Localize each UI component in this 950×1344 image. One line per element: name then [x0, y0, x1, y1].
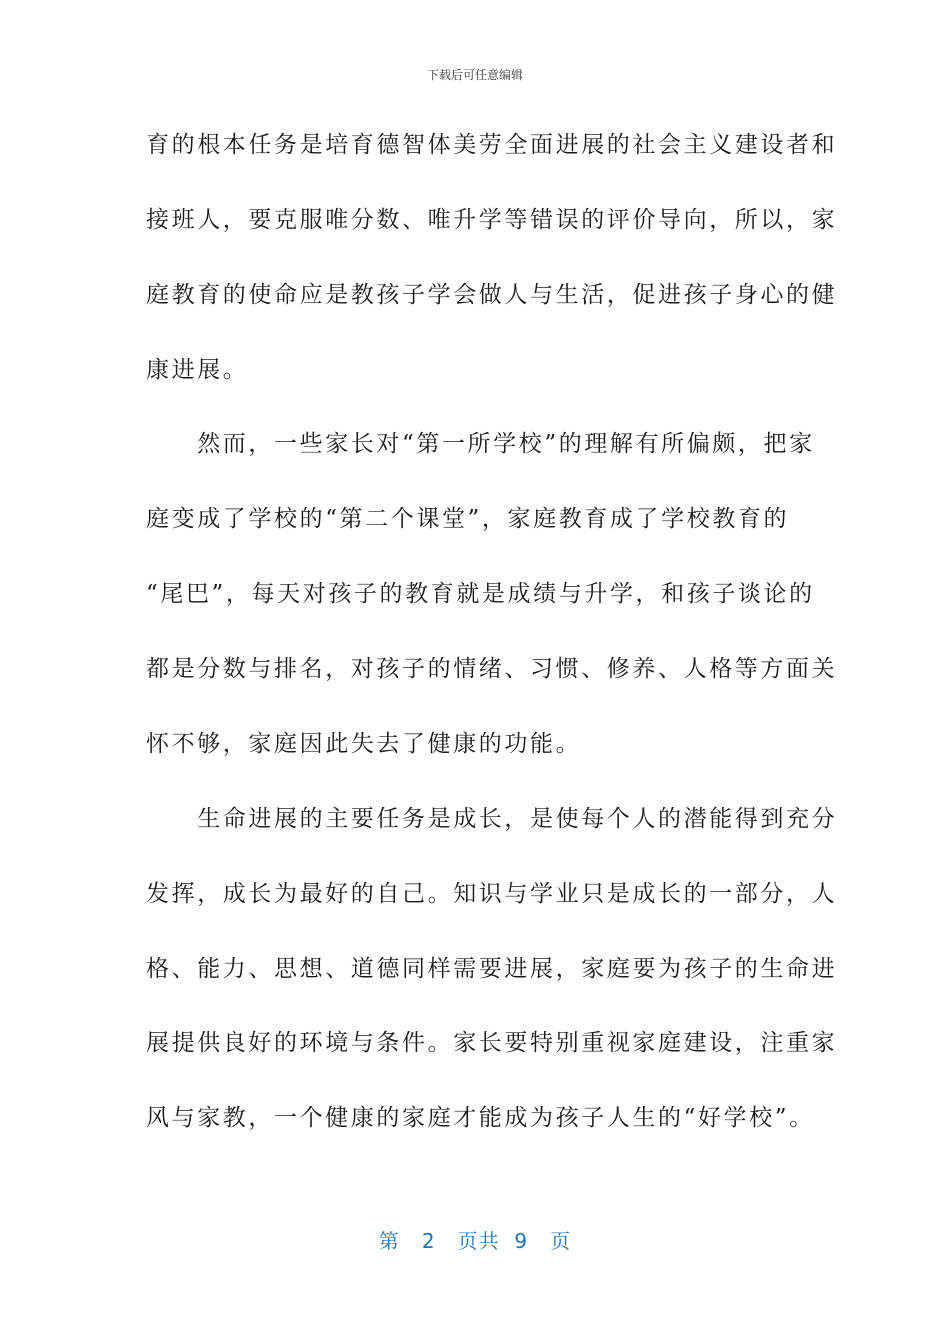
body-line: 康进展。	[146, 357, 249, 383]
body-line: 生命进展的主要任务是成长，是使每个人的潜能得到充分	[146, 806, 838, 832]
page-footer	[0, 1225, 950, 1254]
footer-prefix: 第	[378, 1229, 400, 1253]
body-line: 发挥，成长为最好的自己。知识与学业只是成长的一部分，人	[146, 881, 838, 907]
body-line: 育的根本任务是培育德智体美劳全面进展的社会主义建设者和	[146, 132, 838, 158]
footer-total-pages: 9	[514, 1229, 529, 1253]
body-line: 格、能力、思想、道德同样需要进展，家庭要为孩子的生命进	[146, 956, 838, 982]
body-line: 都是分数与排名，对孩子的情绪、习惯、修养、人格等方面关	[146, 656, 838, 682]
body-line: 怀不够，家庭因此失去了健康的功能。	[146, 731, 582, 757]
footer-middle: 页共	[457, 1229, 500, 1253]
footer-page-number: 2	[421, 1229, 436, 1253]
body-line: 然而，一些家长对“第一所学校”的理解有所偏颇，把家	[146, 431, 815, 457]
body-line: 庭变成了学校的“第二个课堂”，家庭教育成了学校教育的	[146, 506, 790, 532]
header-note: 下载后可任意编辑	[426, 68, 523, 82]
body-line: “尾巴”，每天对孩子的教育就是成绩与升学，和孩子谈论的	[146, 581, 815, 607]
footer-suffix: 页	[550, 1229, 572, 1253]
body-line: 展提供良好的环境与条件。家长要特别重视家庭建设，注重家	[146, 1030, 838, 1056]
body-line: 接班人，要克服唯分数、唯升学等错误的评价导向，所以，家	[146, 207, 838, 233]
body-line: 庭教育的使命应是教孩子学会做人与生活，促进孩子身心的健	[146, 282, 838, 308]
body-line: 风与家教，一个健康的家庭才能成为孩子人生的“好学校”。	[146, 1105, 815, 1131]
